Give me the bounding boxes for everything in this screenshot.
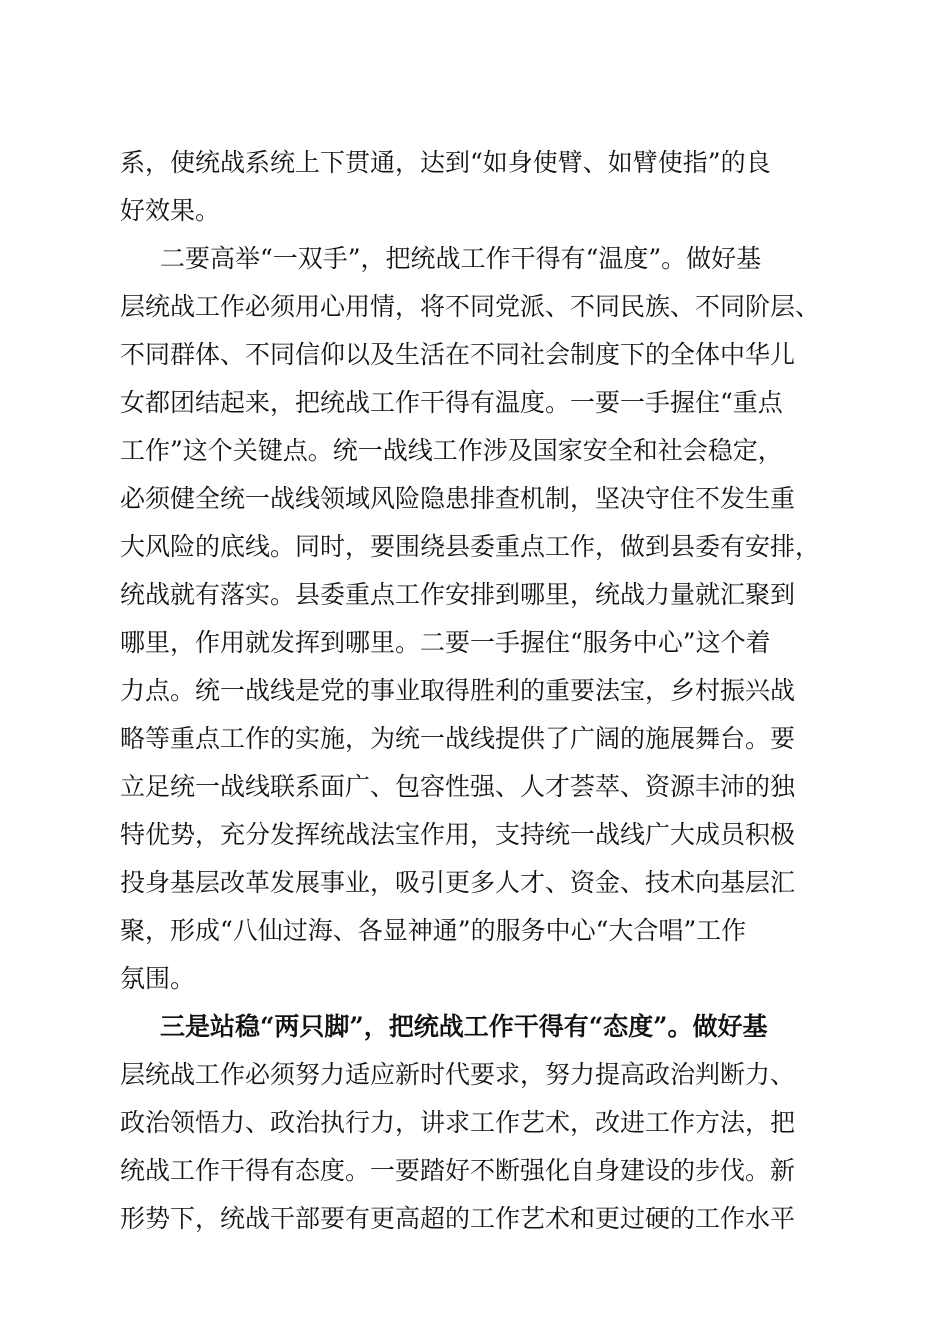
text-line: 聚，形成“八仙过海、各显神通”的服务中心“大合唱”工作: [120, 916, 747, 945]
text-line: 形势下，统战干部要有更高超的工作艺术和更过硬的工作水平: [120, 1204, 796, 1233]
text-line: 氛围。: [120, 964, 196, 993]
text-line: 统战工作干得有态度。一要踏好不断强化自身建设的步伐。新: [120, 1156, 796, 1185]
text-line: 投身基层改革发展事业，吸引更多人才、资金、技术向基层汇: [120, 868, 796, 897]
text-line: 女都团结起来，把统战工作干得有温度。一要一手握住“重点: [120, 388, 783, 417]
text-line: 必须健全统一战线领域风险隐患排查机制，坚决守住不发生重: [120, 484, 796, 513]
text-line: 统战就有落实。县委重点工作安排到哪里，统战力量就汇聚到: [120, 580, 796, 609]
text-line: 略等重点工作的实施，为统一战线提供了广阔的施展舞台。要: [120, 724, 796, 753]
text-line: 层统战工作必须用心用情，将不同党派、不同民族、不同阶层、: [120, 292, 821, 321]
text-line: 好效果。: [120, 196, 221, 225]
text-line: 特优势，充分发挥统战法宝作用，支持统一战线广大成员积极: [120, 820, 796, 849]
text-line: 哪里，作用就发挥到哪里。二要一手握住“服务中心”这个着: [120, 628, 771, 657]
paragraph-heading-line: 二要高举“一双手”，把统战工作干得有“温度”。做好基: [160, 244, 762, 273]
text-line: 不同群体、不同信仰以及生活在不同社会制度下的全体中华儿: [120, 340, 796, 369]
text-line: 政治领悟力、政治执行力，讲求工作艺术，改进工作方法，把: [120, 1108, 796, 1137]
text-line: 大风险的底线。同时，要围绕县委重点工作，做到县委有安排，: [120, 532, 821, 561]
paragraph-heading-line: 三是站稳“两只脚”，把统战工作干得有“态度”。做好基: [160, 1012, 768, 1041]
text-line: 工作”这个关键点。统一战线工作涉及国家安全和社会稳定，: [120, 436, 783, 465]
text-line: 力点。统一战线是党的事业取得胜利的重要法宝，乡村振兴战: [120, 676, 796, 705]
text-line: 层统战工作必须努力适应新时代要求，努力提高政治判断力、: [120, 1060, 796, 1089]
text-line: 立足统一战线联系面广、包容性强、人才荟萃、资源丰沛的独: [120, 772, 796, 801]
text-line: 系，使统战系统上下贯通，达到“如身使臂、如臂使指”的良: [120, 148, 771, 177]
